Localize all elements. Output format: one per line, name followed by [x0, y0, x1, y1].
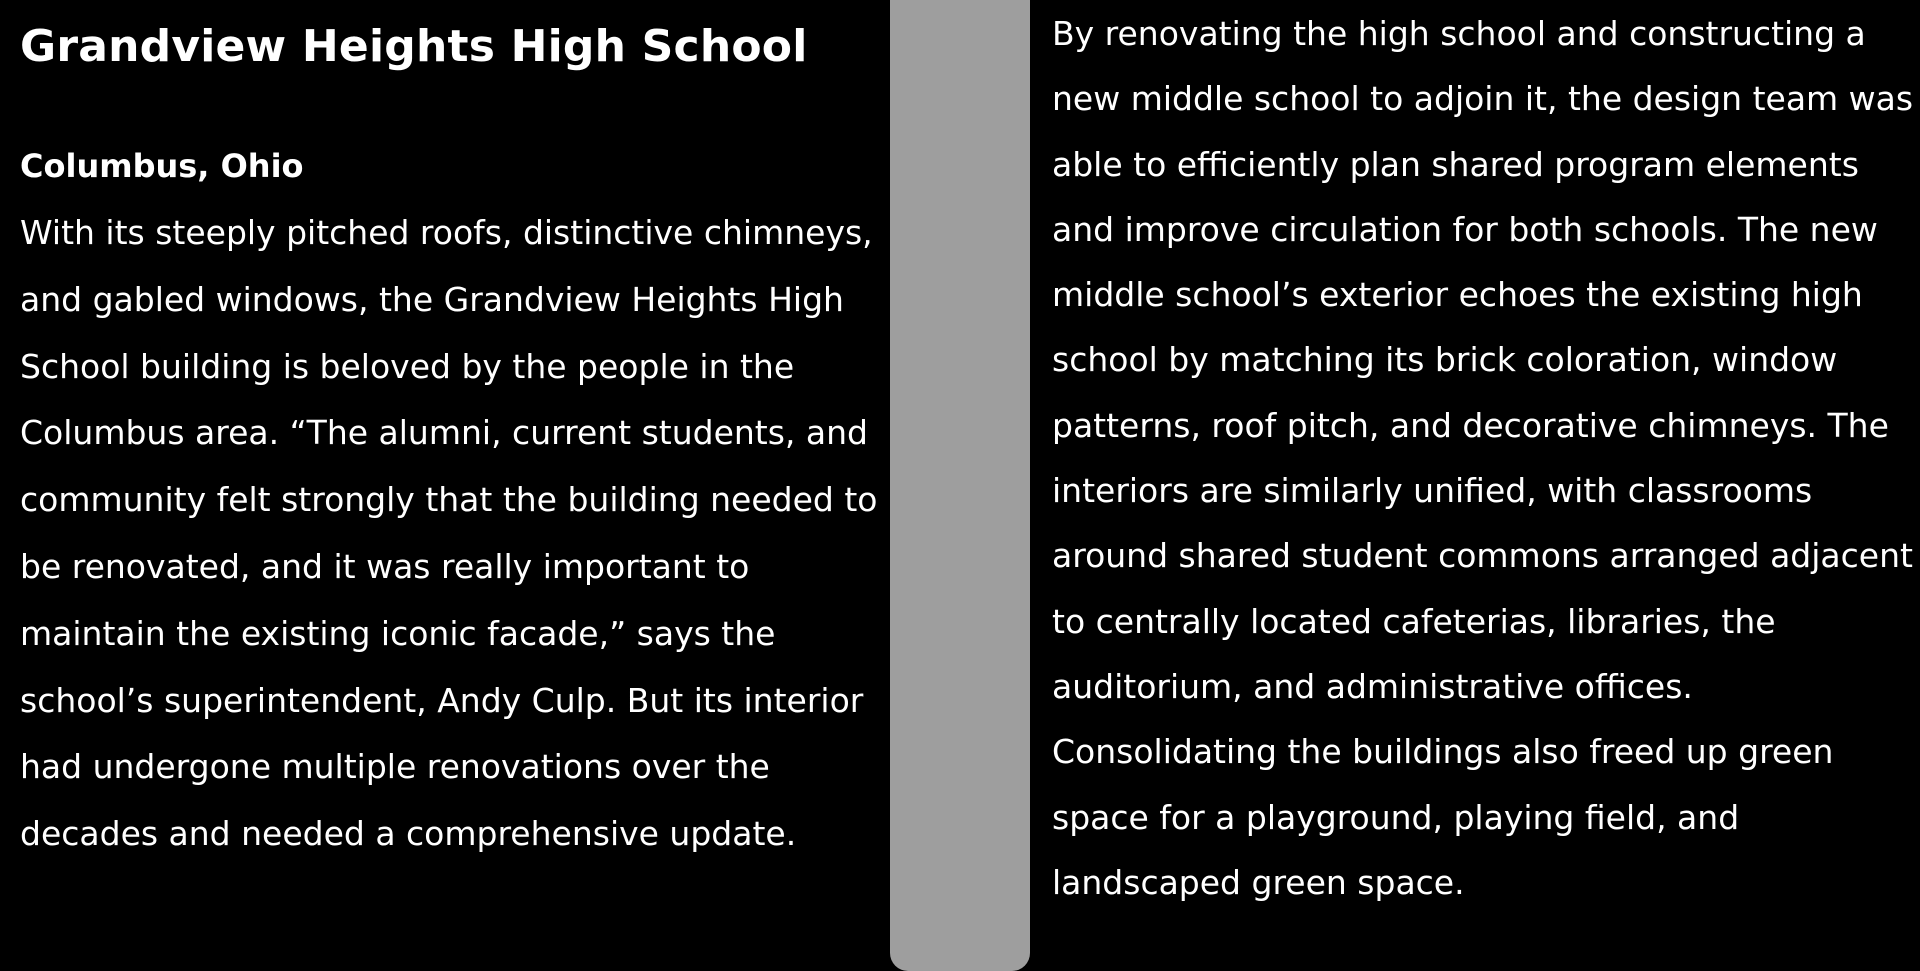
article-location: Columbus, Ohio	[20, 147, 304, 185]
column-divider	[890, 0, 1030, 971]
article-paragraph-left: With its steeply pitched roofs, distinctive chimneys, and gabled windows, the Grandview Heights High School building is beloved by the people in the Columbus area. “The alumni, current students, and community felt strongly that the building needed to be renovated, and it was really important to maintain the existing iconic facade,” says the school’s superintendent, Andy Culp. But its interior had undergone multiple renovations over the decades and needed a comprehensive update.	[20, 213, 878, 854]
left-column	[0, 0, 890, 971]
article-paragraph-right: By renovating the high school and constructing a new middle school to adjoin it, the design team was able to efficiently plan shared program elements and improve circulation for both schools. The new middle school’s exterior echoes the existing high school by matching its brick coloration, window patterns, roof pitch, and decorative chimneys. The interiors are similarly unified, with classrooms around shared student commons arranged adjacent to centrally located cafeterias, libraries, the auditorium, and administrative offices. Consolidating the buildings also freed up green space for a playground, playing field, and landscaped green space.	[1052, 14, 1914, 902]
right-column	[1030, 0, 1920, 971]
article-title: Grandview Heights High School	[20, 21, 808, 72]
